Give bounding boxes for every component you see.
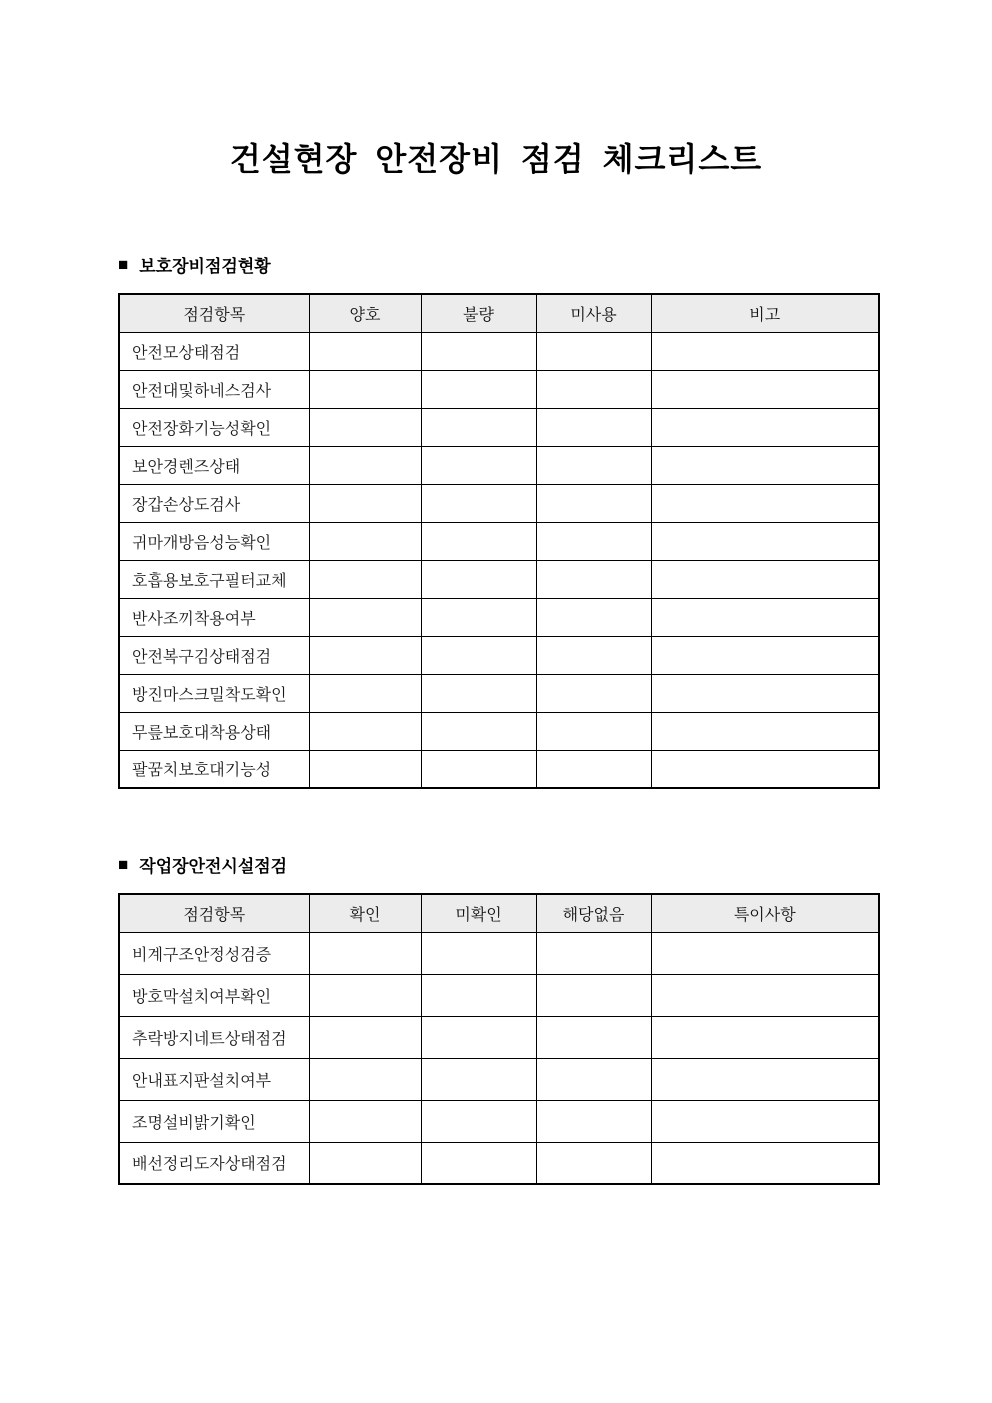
check-cell: [421, 484, 536, 522]
table-header: [119, 894, 879, 932]
check-cell: [421, 1100, 536, 1142]
check-cell: [536, 1142, 651, 1184]
note-cell: [651, 1058, 879, 1100]
check-cell: [309, 522, 421, 560]
check-cell: [536, 712, 651, 750]
note-cell: [651, 332, 879, 370]
table-row: [119, 522, 879, 560]
document-title: 건설현장 안전장비 점검 체크리스트: [229, 141, 763, 177]
check-cell: [536, 1058, 651, 1100]
note-cell: [651, 932, 879, 974]
note-cell: [651, 636, 879, 674]
check-cell: [309, 370, 421, 408]
column-header: 특이사항: [651, 894, 879, 932]
check-cell: [421, 408, 536, 446]
table-row: [119, 750, 879, 788]
note-cell: [651, 674, 879, 712]
table-row: [119, 332, 879, 370]
check-cell: [421, 560, 536, 598]
checklist-table: [118, 893, 880, 1185]
item-cell: 추락방지네트상태점검: [119, 1016, 309, 1058]
table-row: [119, 1100, 879, 1142]
column-header-item: 점검항목: [119, 294, 309, 332]
square-bullet-icon: ■: [118, 855, 129, 874]
table-row: [119, 598, 879, 636]
table-row: [119, 1016, 879, 1058]
check-cell: [309, 674, 421, 712]
check-cell: [421, 1058, 536, 1100]
checklist-table: [118, 293, 880, 789]
check-cell: [309, 484, 421, 522]
check-cell: [536, 636, 651, 674]
check-cell: [536, 1016, 651, 1058]
table-header: [119, 294, 879, 332]
check-cell: [421, 712, 536, 750]
check-cell: [309, 332, 421, 370]
section-heading-label: 작업장안전시설점검: [139, 857, 288, 876]
table-row: [119, 636, 879, 674]
check-cell: [536, 598, 651, 636]
note-cell: [651, 560, 879, 598]
table-row: [119, 446, 879, 484]
column-header-item: 점검항목: [119, 894, 309, 932]
item-cell: 무릎보호대착용상태: [119, 712, 309, 750]
item-cell: 안전모상태점검: [119, 332, 309, 370]
check-cell: [536, 484, 651, 522]
check-cell: [421, 636, 536, 674]
note-cell: [651, 408, 879, 446]
item-cell: 귀마개방음성능확인: [119, 522, 309, 560]
check-cell: [421, 446, 536, 484]
check-cell: [309, 1058, 421, 1100]
check-cell: [421, 522, 536, 560]
item-cell: 장갑손상도검사: [119, 484, 309, 522]
check-cell: [309, 560, 421, 598]
check-cell: [536, 674, 651, 712]
section-protective-equipment: [118, 252, 878, 789]
check-cell: [421, 750, 536, 788]
item-cell: 반사조끼착용여부: [119, 598, 309, 636]
note-cell: [651, 446, 879, 484]
item-cell: 방진마스크밀착도확인: [119, 674, 309, 712]
note-cell: [651, 750, 879, 788]
section-heading: [118, 252, 878, 277]
note-cell: [651, 1142, 879, 1184]
item-cell: 팔꿈치보호대기능성: [119, 750, 309, 788]
item-cell: 안전장화기능성확인: [119, 408, 309, 446]
column-header: 양호: [309, 294, 421, 332]
check-cell: [536, 332, 651, 370]
column-header: 확인: [309, 894, 421, 932]
item-cell: 비계구조안정성검증: [119, 932, 309, 974]
table-row: [119, 484, 879, 522]
table-row: [119, 674, 879, 712]
check-cell: [536, 370, 651, 408]
check-cell: [536, 974, 651, 1016]
check-cell: [309, 446, 421, 484]
check-cell: [421, 674, 536, 712]
section-workplace-safety: [118, 852, 878, 1185]
note-cell: [651, 370, 879, 408]
check-cell: [309, 750, 421, 788]
check-cell: [421, 598, 536, 636]
check-cell: [536, 560, 651, 598]
check-cell: [309, 712, 421, 750]
note-cell: [651, 522, 879, 560]
check-cell: [536, 1100, 651, 1142]
column-header: 불량: [421, 294, 536, 332]
table-body: [119, 932, 879, 1184]
table-row: [119, 560, 879, 598]
check-cell: [536, 446, 651, 484]
check-cell: [536, 750, 651, 788]
note-cell: [651, 598, 879, 636]
check-cell: [309, 974, 421, 1016]
item-cell: 안내표지판설치여부: [119, 1058, 309, 1100]
item-cell: 배선정리도자상태점검: [119, 1142, 309, 1184]
check-cell: [309, 1142, 421, 1184]
check-cell: [421, 974, 536, 1016]
check-cell: [309, 636, 421, 674]
item-cell: 조명설비밝기확인: [119, 1100, 309, 1142]
check-cell: [309, 1016, 421, 1058]
item-cell: 안전복구김상태점검: [119, 636, 309, 674]
table-row: [119, 408, 879, 446]
check-cell: [421, 370, 536, 408]
item-cell: 방호막설치여부확인: [119, 974, 309, 1016]
item-cell: 안전대및하네스검사: [119, 370, 309, 408]
table-body: [119, 332, 879, 788]
column-header: 해당없음: [536, 894, 651, 932]
item-cell: 호흡용보호구필터교체: [119, 560, 309, 598]
check-cell: [536, 408, 651, 446]
table-row: [119, 1058, 879, 1100]
check-cell: [421, 1142, 536, 1184]
check-cell: [536, 522, 651, 560]
check-cell: [309, 1100, 421, 1142]
column-header: 미확인: [421, 894, 536, 932]
column-header: 비고: [651, 294, 879, 332]
note-cell: [651, 712, 879, 750]
section-heading: [118, 852, 878, 877]
check-cell: [309, 598, 421, 636]
table-row: [119, 370, 879, 408]
table-row: [119, 1142, 879, 1184]
note-cell: [651, 974, 879, 1016]
table-row: [119, 974, 879, 1016]
check-cell: [421, 332, 536, 370]
section-heading-label: 보호장비점검현황: [139, 257, 271, 276]
table-row: [119, 932, 879, 974]
note-cell: [651, 484, 879, 522]
check-cell: [421, 1016, 536, 1058]
square-bullet-icon: ■: [118, 255, 129, 274]
table-row: [119, 712, 879, 750]
column-header: 미사용: [536, 294, 651, 332]
note-cell: [651, 1100, 879, 1142]
check-cell: [309, 408, 421, 446]
check-cell: [536, 932, 651, 974]
note-cell: [651, 1016, 879, 1058]
check-cell: [421, 932, 536, 974]
item-cell: 보안경렌즈상태: [119, 446, 309, 484]
check-cell: [309, 932, 421, 974]
